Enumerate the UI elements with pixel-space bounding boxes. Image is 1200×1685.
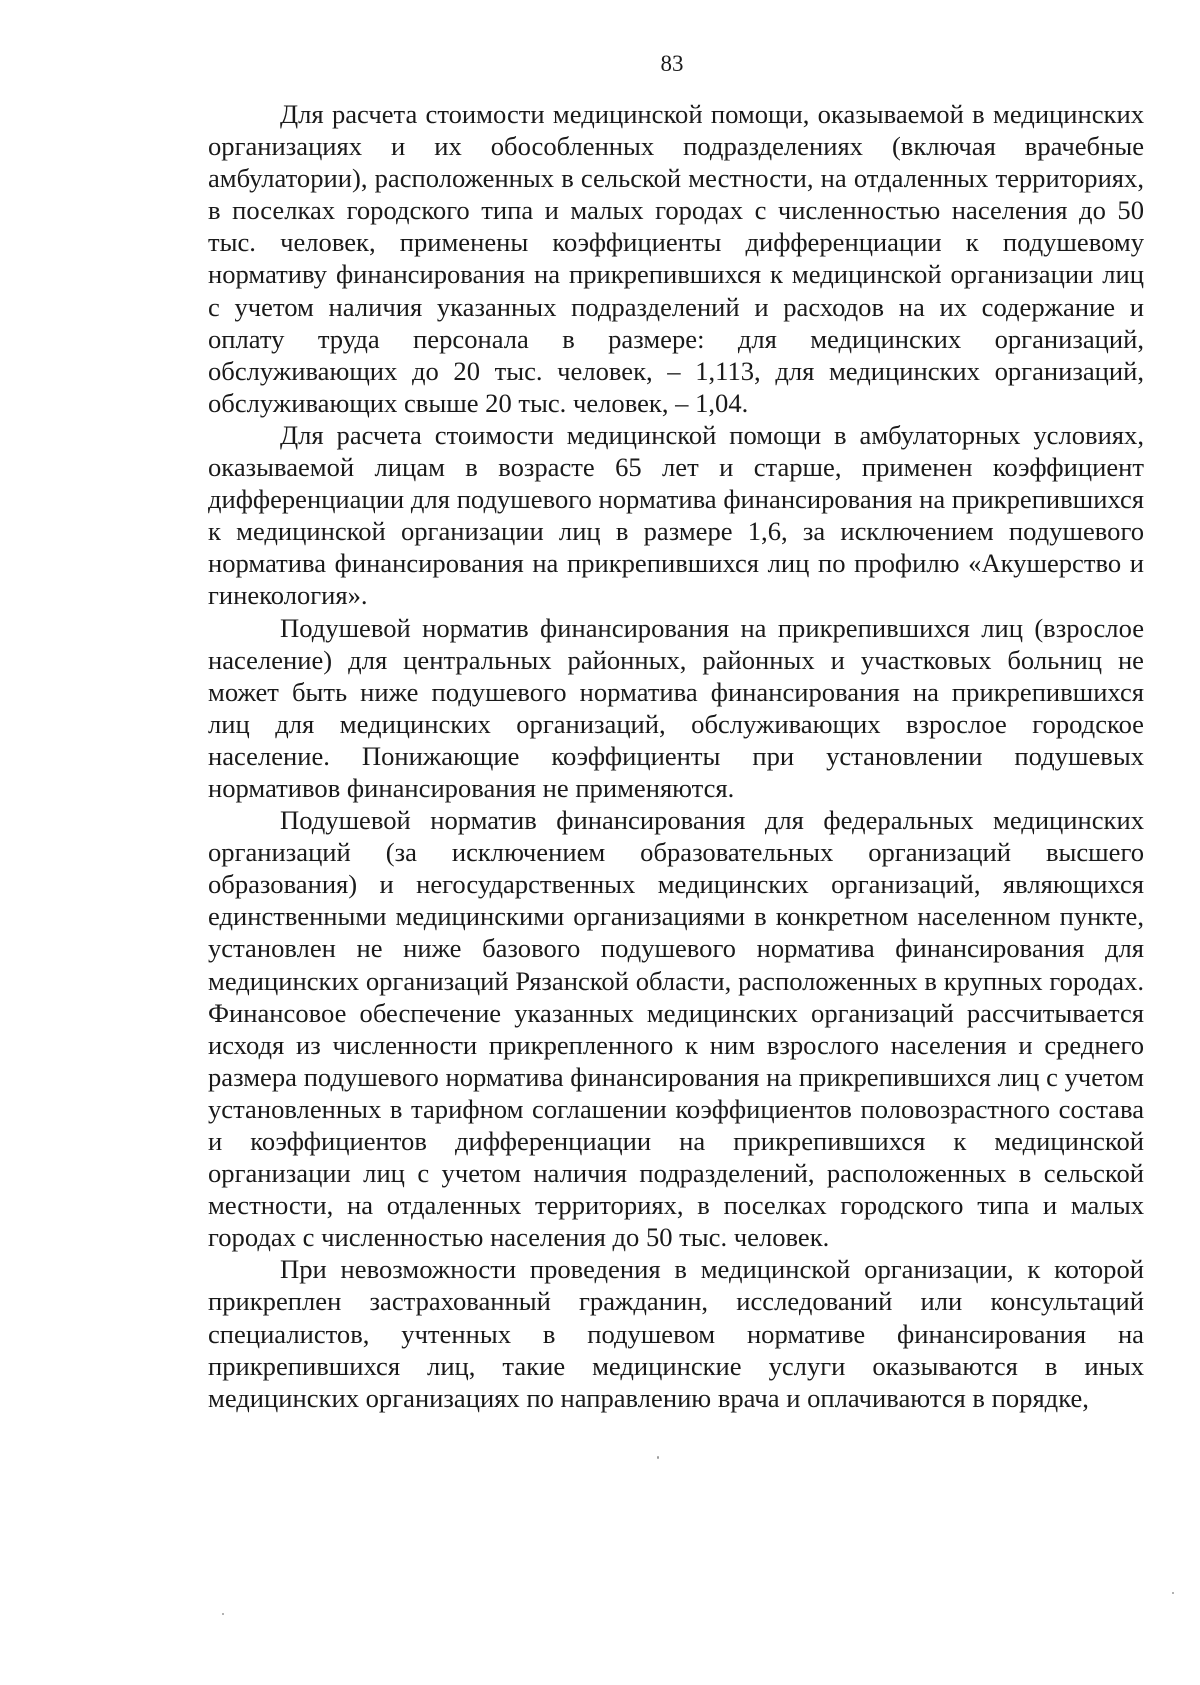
page-number: 83	[660, 51, 684, 76]
document-body	[208, 98, 1144, 1414]
paragraph-referral-services: При невозможности проведения в медицинской организации, к которой прикреплен застрахованный гражданин, исследований или консультаций специалистов, учтенных в подушевом нормативе финансирования на прикрепившихся лиц, такие медицинские услуги оказываются в иных медицинских организациях по направлению врача и оплачиваются в порядке,	[208, 1254, 1144, 1413]
scan-speck	[657, 1456, 659, 1459]
paragraph-hospital-norm: Подушевой норматив финансирования на прикрепившихся лиц (взрослое население) для центральных районных, районных и участковых больниц не может быть ниже подушевого норматива финансирования на прикрепившихся лиц для медицинских организаций, обслуживающих взрослое городское население. Понижающие коэффициенты при установлении подушевых нормативов финансирования не применяются.	[208, 612, 1144, 803]
scan-speck	[1172, 1592, 1174, 1594]
paragraph-elderly-coefficient: Для расчета стоимости медицинской помощи в амбулаторных условиях, оказываемой лицам в возрасте 65 лет и старше, применен коэффициент дифференциации для подушевого норматива финансирования на прикрепившихся к медицинской организации лиц в размере 1,6, за исключением подушевого норматива финансирования на прикрепившихся лиц по профилю «Акушерство и гинекология».	[208, 419, 1144, 611]
paragraph-federal-organizations: Подушевой норматив финансирования для федеральных медицинских организаций (за исключением образовательных организаций высшего образования) и негосударственных медицинских организаций, являющихся единственными медицинскими организациями в конкретном населенном пункте, установлен не ниже базового подушевого норматива финансирования для медицинских организаций Рязанской области, расположенных в крупных городах. Финансовое обеспечение указанных медицинских организаций рассчитывается исходя из численности прикрепленного к ним взрослого населения и среднего размера подушевого норматива финансирования на прикрепившихся лиц с учетом установленных в тарифном соглашении коэффициентов половозрастного состава и коэффициентов дифференциации на прикрепившихся к медицинской организации лиц с учетом наличия подразделений, расположенных в сельской местности, на отдаленных территориях, в поселках городского типа и малых городах с численностью населения до 50 тыс. человек.	[208, 805, 1144, 1253]
scan-speck	[222, 1613, 224, 1615]
paragraph-rural-coefficients: Для расчета стоимости медицинской помощи, оказываемой в медицинских организациях и их обособленных подразделениях (включая врачебные амбулатории), расположенных в сельской местности, на отдаленных территориях, в поселках городского типа и малых городах с численностью населения до 50 тыс. человек, применены коэффициенты дифференциации к подушевому нормативу финансирования на прикрепившихся к медицинской организации лиц с учетом наличия указанных подразделений и расходов на их содержание и оплату труда персонала в размере: для медицинских организаций, обслуживающих до 20 тыс. человек, – 1,113, для медицинских организаций, обслуживающих свыше 20 тыс. человек, – 1,04.	[208, 99, 1144, 418]
